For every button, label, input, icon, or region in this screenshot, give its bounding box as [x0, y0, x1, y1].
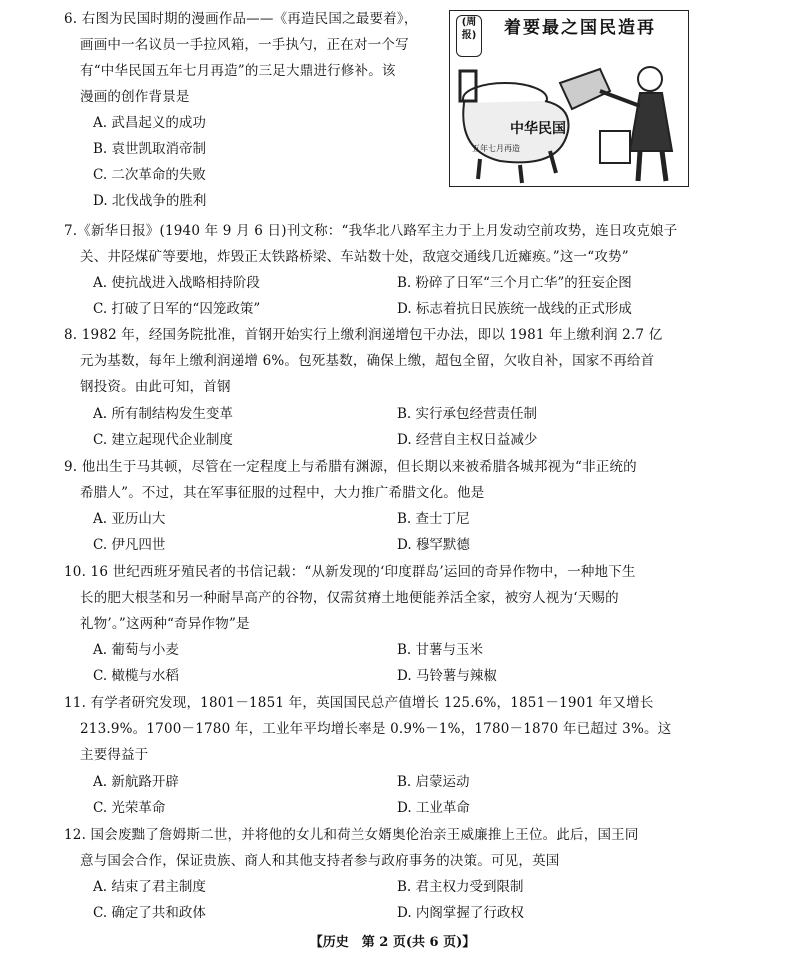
- q8-stem-line: 元为基数，每年上缴利润递增 6%。包死基数，确保上缴，超包全留，欠收自补，国家不再给首: [80, 353, 655, 369]
- q12-option-b: B. 君主权力受到限制: [397, 879, 524, 895]
- q11-option-a: A. 新航路开辟: [93, 774, 179, 790]
- q7-option-d: D. 标志着抗日民族统一战线的正式形成: [397, 301, 632, 317]
- q9-option-c: C. 伊凡四世: [93, 537, 166, 553]
- q11-option-c: C. 光荣革命: [93, 800, 166, 816]
- figure-head: [638, 67, 662, 91]
- q9-option-a: A. 亚历山大: [93, 511, 166, 527]
- q10-option-d: D. 马铃薯与辣椒: [397, 668, 497, 684]
- bellows-icon: [560, 69, 610, 109]
- page-footer: 【历史 第 2 页(共 6 页)】: [309, 935, 476, 950]
- q6-stem-line: 6. 右图为民国时期的漫画作品——《再造民国之最要着》，: [64, 11, 418, 27]
- q12-option-c: C. 确定了共和政体: [93, 905, 206, 921]
- q12-stem-line: 12. 国会废黜了詹姆斯二世，并将他的女儿和荷兰女婿奥伦治亲王威廉推上王位。此后，国王同: [64, 827, 639, 843]
- q10-stem-line: 长的肥大根茎和另一种耐旱高产的谷物，仅需贫瘠土地便能养活全家，被穷人视为‘天赐的: [80, 590, 619, 606]
- cartoon-figure: [449, 10, 689, 187]
- cartoon-tag: (周报): [456, 15, 482, 57]
- q7-stem-line: 7.《新华日报》(1940 年 9 月 6 日)刊文称：“我华北八路军主力于上月发动空前攻势，连日攻克娘子: [64, 223, 678, 239]
- q8-option-a: A. 所有制结构发生变革: [93, 406, 233, 422]
- q10-option-a: A. 葡萄与小麦: [93, 642, 179, 658]
- figure-legs: [638, 151, 666, 181]
- cartoon-title: 着要最之国民造再: [504, 18, 656, 38]
- q6-option-a: A. 武昌起义的成功: [93, 115, 206, 131]
- q6-option-c: C. 二次革命的失败: [93, 167, 206, 183]
- q6-stem-line: 画画中一名议员一手拉风箱，一手执勺，正在对一个写: [80, 37, 409, 53]
- q11-stem-line: 11. 有学者研究发现，1801－1851 年，英国国民总产值增长 125.6%，1851－1901 年又增长: [64, 695, 654, 711]
- q8-option-c: C. 建立起现代企业制度: [93, 432, 233, 448]
- q6-stem-line: 漫画的创作背景是: [80, 89, 190, 105]
- q7-option-c: C. 打破了日军的“囚笼政策”: [93, 301, 261, 317]
- cauldron-label: 中华民国: [510, 121, 566, 137]
- q11-stem-line: 213.9%。1700－1780 年，工业年平均增长率是 0.9%－1%，1780－1870 年已超过 3%。这: [80, 721, 672, 737]
- stove-box: [600, 131, 630, 163]
- q12-option-a: A. 结束了君主制度: [93, 879, 206, 895]
- q7-stem-line: 关、井陉煤矿等要地，炸毁正太铁路桥梁、车站数十处，敌寇交通线几近瘫痪。”这一“攻势”: [80, 249, 629, 265]
- cauldron-sublabel: 五年七月再造: [472, 144, 520, 153]
- figure-body: [630, 93, 672, 151]
- q10-stem-line: 礼物’。”这两种“奇异作物”是: [80, 616, 250, 632]
- q7-option-b: B. 粉碎了日军“三个月亡华”的狂妄企图: [397, 275, 632, 291]
- q8-stem-line: 钢投资。由此可知，首钢: [80, 379, 231, 395]
- cartoon-drawing: [450, 11, 688, 186]
- q10-stem-line: 10. 16 世纪西班牙殖民者的书信记载：“从新发现的‘印度群岛’运回的奇异作物中，一种地下生: [64, 564, 636, 580]
- q11-option-b: B. 启蒙运动: [397, 774, 470, 790]
- q8-stem-line: 8. 1982 年，经国务院批准，首钢开始实行上缴利润递增包干办法，即以 1981 年上缴利润 2.7 亿: [64, 327, 663, 343]
- q7-option-a: A. 使抗战进入战略相持阶段: [93, 275, 260, 291]
- q12-option-d: D. 内阁掌握了行政权: [397, 905, 524, 921]
- q9-option-d: D. 穆罕默德: [397, 537, 470, 553]
- q10-option-b: B. 甘薯与玉米: [397, 642, 484, 658]
- q6-option-b: B. 袁世凯取消帝制: [93, 141, 207, 157]
- q11-option-d: D. 工业革命: [397, 800, 470, 816]
- q11-stem-line: 主要得益于: [80, 747, 149, 763]
- q8-option-b: B. 实行承包经营责任制: [397, 406, 538, 422]
- q10-option-c: C. 橄榄与水稻: [93, 668, 179, 684]
- q6-stem-line: 有“中华民国五年七月再造”的三足大鼎进行修补。该: [80, 63, 396, 79]
- figure-arm: [600, 91, 640, 106]
- q9-option-b: B. 查士丁尼: [397, 511, 470, 527]
- q6-option-d: D. 北伐战争的胜利: [93, 193, 207, 209]
- q9-stem-line: 希腊人”。不过，其在军事征服的过程中，大力推广希腊文化。他是: [80, 485, 485, 501]
- q12-stem-line: 意与国会合作，保证贵族、商人和其他支持者参与政府事务的决策。可见，英国: [80, 853, 560, 869]
- q8-option-d: D. 经营自主权日益减少: [397, 432, 538, 448]
- q9-stem-line: 9. 他出生于马其顿，尽管在一定程度上与希腊有渊源，但长期以来被希腊各城邦视为“非正统的: [64, 459, 637, 475]
